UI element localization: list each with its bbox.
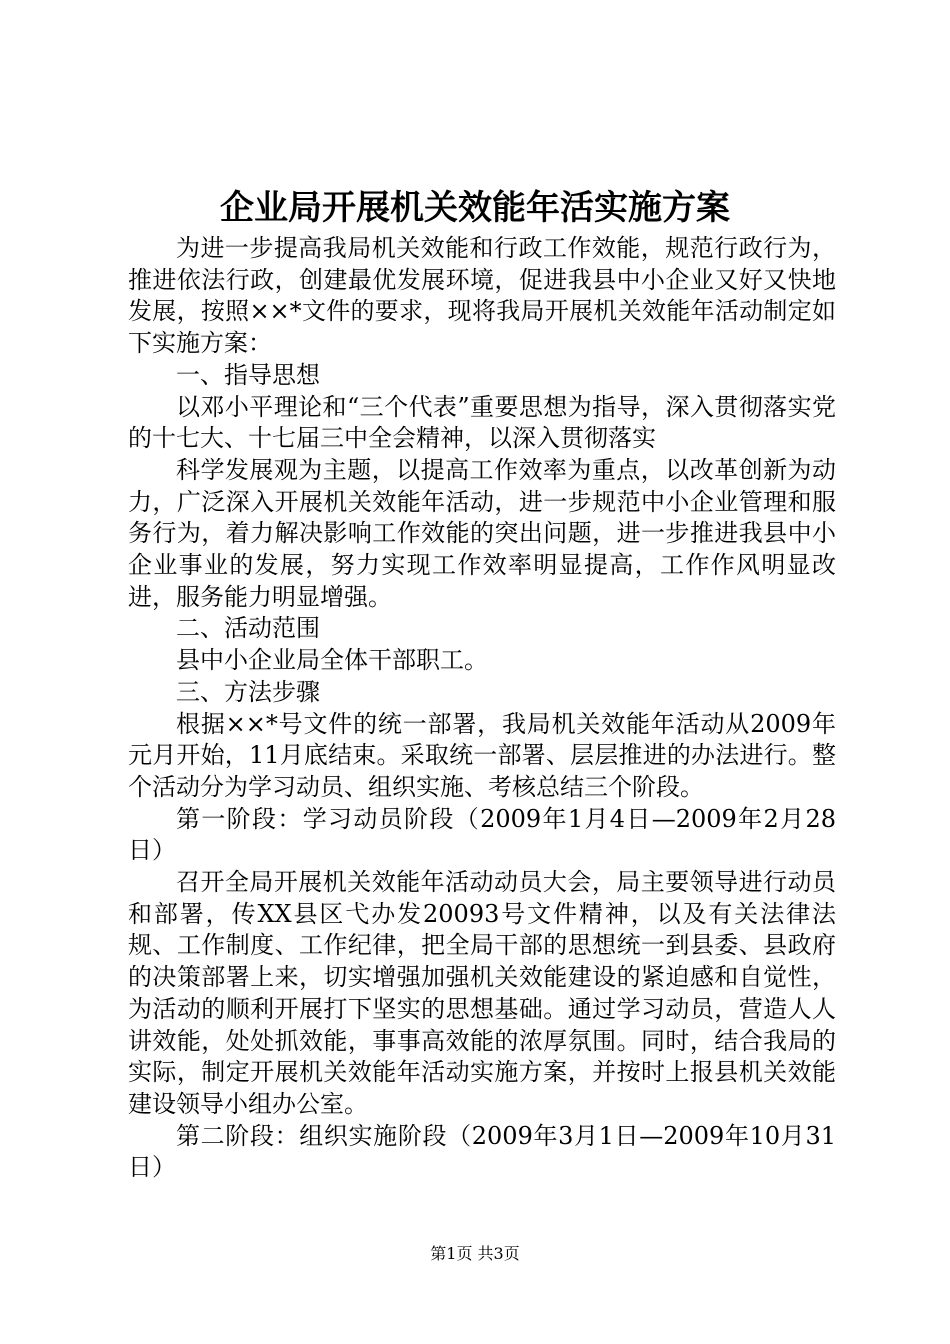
paragraph-guiding-ideology-1: 以邓小平理论和“三个代表”重要思想为指导，深入贯彻落实党的十七大、十七届三中全会精神，以深入贯彻落实 — [128, 392, 836, 453]
paragraph-methods: 根据××*号文件的统一部署，我局机关效能年活动从2009年元月开始，11月底结束。采取统一部署、层层推进的办法进行。整个活动分为学习动员、组织实施、考核总结三个阶段。 — [128, 709, 836, 801]
paragraph-stage-one: 召开全局开展机关效能年活动动员大会，局主要领导进行动员和部署，传XX县区弋办发20093号文件精神，以及有关法律法规、工作制度、工作纪律，把全局干部的思想统一到县委、县政府的决策部署上来，切实增强加强机关效能建设的紧迫感和自觉性，为活动的顺利开展打下坚实的思想基础。通过学习动员，营造人人讲效能，处处抓效能，事事高效能的浓厚氛围。同时，结合我局的实际，制定开展机关效能年活动实施方案，并按时上报县机关效能建设领导小组办公室。 — [128, 868, 836, 1118]
page-footer: 第1页 共3页 — [430, 1244, 520, 1263]
paragraph-intro: 为进一步提高我局机关效能和行政工作效能，规范行政行为，推进依法行政，创建最优发展环境，促进我县中小企业又好又快地发展，按照××*文件的要求，现将我局开展机关效能年活动制定如下实施方案： — [128, 234, 836, 358]
document-body — [128, 233, 836, 1184]
section-heading-methods: 三、方法步骤 — [176, 677, 320, 706]
stage-one-heading: 第一阶段：学习动员阶段（2009年1月4日—2009年2月28日） — [128, 804, 836, 865]
document-title: 企业局开展机关效能年活实施方案 — [220, 188, 730, 228]
section-heading-guiding-ideology: 一、指导思想 — [176, 360, 320, 389]
stage-two-heading: 第二阶段：组织实施阶段（2009年3月1日—2009年10月31日） — [128, 1121, 836, 1182]
paragraph-scope: 县中小企业局全体干部职工。 — [176, 646, 488, 675]
section-heading-scope: 二、活动范围 — [176, 614, 320, 643]
paragraph-guiding-ideology-2: 科学发展观为主题，以提高工作效率为重点，以改革创新为动力，广泛深入开展机关效能年活动，进一步规范中小企业管理和服务行为，着力解决影响工作效能的突出问题，进一步推进我县中小企业事业的发展，努力实现工作效率明显提高，工作作风明显改进，服务能力明显增强。 — [128, 455, 836, 611]
